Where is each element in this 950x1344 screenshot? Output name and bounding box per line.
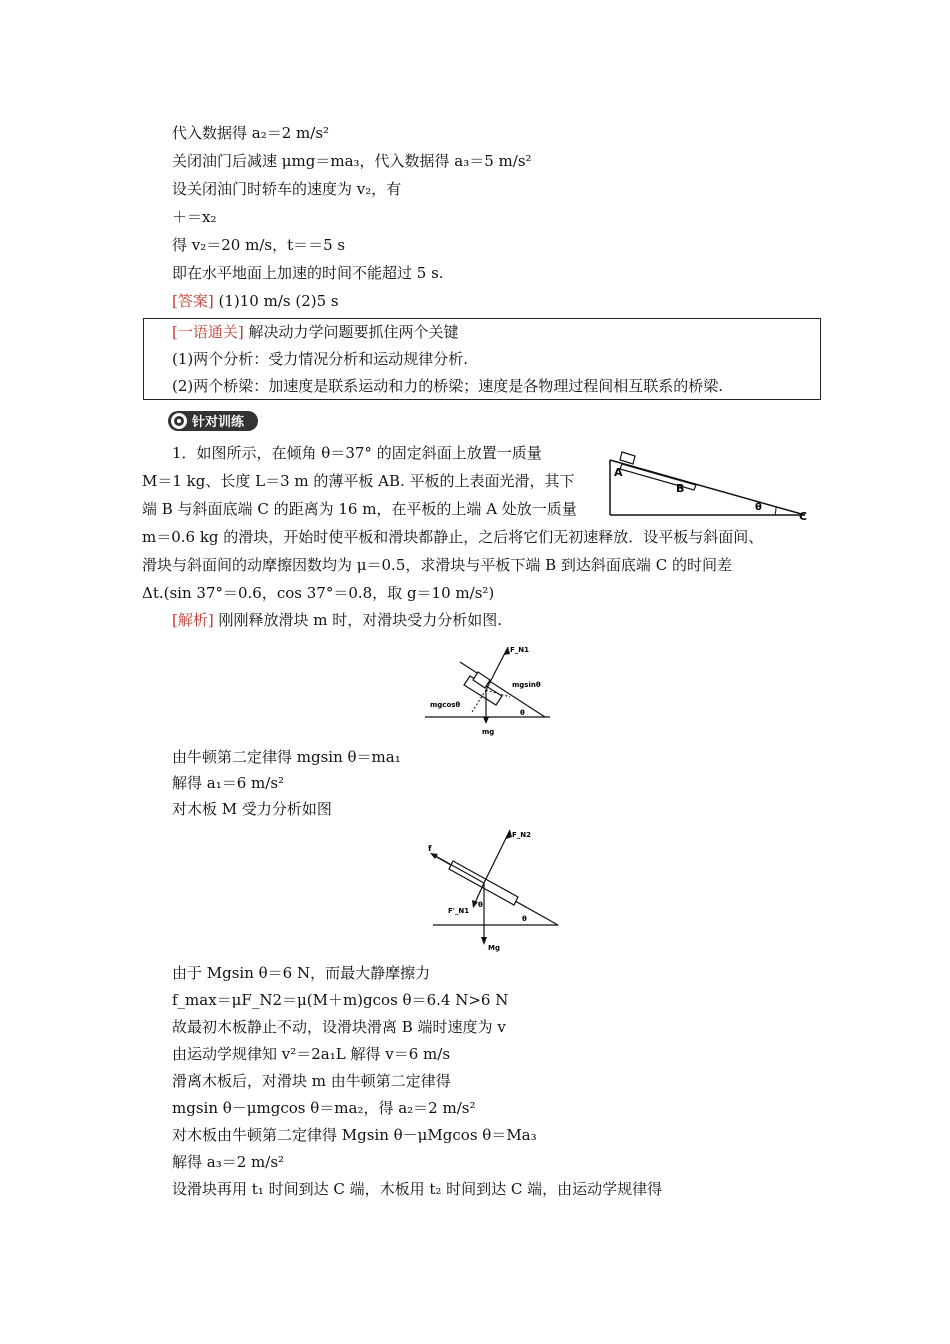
label-theta2: θ [520, 709, 525, 717]
label-Mg: Mg [488, 944, 500, 952]
label-mg: mg [482, 728, 495, 736]
solution-line: 由于 Mgsin θ＝6 N，而最大静摩擦力 [172, 964, 431, 982]
label-theta3b: θ [522, 915, 527, 923]
answer-text: (1)10 m/s (2)5 s [218, 292, 339, 310]
label-B: B [676, 482, 685, 495]
text-line: 关闭油门后减速 μmg＝ma₃，代入数据得 a₃＝5 m/s² [172, 152, 532, 170]
problem-line: 1．如图所示，在倾角 θ＝37° 的固定斜面上放置一质量 [172, 444, 542, 462]
box-tag: [一语通关] [172, 323, 244, 341]
solution-line: f_max＝μF_N2＝μ(M＋m)gcos θ＝6.4 N>6 N [172, 991, 509, 1009]
solution-line: 由运动学规律知 v²＝2a₁L 解得 v＝6 m/s [172, 1045, 451, 1063]
box-point-2: (2)两个桥梁：加速度是联系运动和力的桥梁；速度是各物理过程间相互联系的桥梁. [172, 377, 724, 395]
problem-line: M＝1 kg、长度 L＝3 m 的薄平板 AB. 平板的上表面光滑，其下 [142, 472, 575, 490]
solution-line: 解得 a₁＝6 m/s² [172, 774, 285, 792]
box-point-1: (1)两个分析：受力情况分析和运动规律分析. [172, 350, 469, 368]
text-line: 代入数据得 a₂＝2 m/s² [172, 124, 330, 142]
solution-tag: [解析] [172, 611, 214, 629]
solution-line: 滑离木板后，对滑块 m 由牛顿第二定律得 [172, 1072, 451, 1090]
label-FN1prime: F'_N1 [448, 907, 470, 915]
box-title: 解决动力学问题要抓住两个关键 [248, 323, 459, 341]
label-mgcos: mgcosθ [430, 701, 461, 709]
label-FN1: F_N1 [510, 646, 530, 654]
label-mgsin: mgsinθ [512, 681, 541, 689]
answer-tag: [答案] [172, 292, 214, 310]
problem-line: Δt.(sin 37°＝0.6，cos 37°＝0.8，取 g＝10 m/s²) [142, 584, 495, 602]
solution-line: 故最初木板静止不动，设滑块滑离 B 端时速度为 v [172, 1018, 506, 1036]
text-line: 得 v₂＝20 m/s，t＝＝5 s [172, 236, 346, 254]
solution-line [172, 610, 502, 630]
label-C: C [799, 510, 808, 523]
label-FN2: F_N2 [512, 831, 532, 839]
label-f: f [428, 844, 432, 853]
section-badge-label: 针对训练 [192, 415, 245, 430]
answer-line [172, 291, 339, 311]
text-line: ＋＝x₂ [172, 208, 217, 226]
problem-line: 端 B 与斜面底端 C 的距离为 16 m，在平板的上端 A 处放一质量 [142, 500, 577, 518]
solution-text: 刚刚释放滑块 m 时，对滑块受力分析如图. [218, 611, 503, 629]
label-A: A [614, 466, 623, 479]
section-badge [168, 410, 260, 432]
solution-line: 对木板 M 受力分析如图 [172, 800, 332, 818]
solution-line: mgsin θ－μmgcos θ＝ma₂，得 a₂＝2 m/s² [172, 1099, 476, 1117]
problem-line: m＝0.6 kg 的滑块，开始时使平板和滑块都静止，之后将它们无初速释放．设平板与斜面间、 [142, 528, 764, 546]
problem-line: 滑块与斜面间的动摩擦因数均为 μ＝0.5，求滑块与平板下端 B 到达斜面底端 C 的时间差 [142, 556, 732, 574]
solution-line: 由牛顿第二定律得 mgsin θ＝ma₁ [172, 748, 401, 766]
solution-line: 设滑块再用 t₁ 时间到达 C 端，木板用 t₂ 时间到达 C 端，由运动学规律得 [172, 1180, 663, 1198]
label-theta: θ [755, 502, 762, 513]
label-theta3a: θ [478, 901, 483, 909]
incline-diagram [600, 440, 815, 525]
block-force-diagram [420, 642, 560, 737]
text-line: 即在水平地面上加速的时间不能超过 5 s. [172, 264, 444, 282]
text-line: 设关闭油门时轿车的速度为 v₂，有 [172, 180, 402, 198]
solution-line: 解得 a₃＝2 m/s² [172, 1153, 285, 1171]
plank-force-diagram [418, 825, 563, 955]
box-title-line [172, 322, 459, 342]
solution-line: 对木板由牛顿第二定律得 Mgsin θ－μMgcos θ＝Ma₃ [172, 1126, 537, 1144]
